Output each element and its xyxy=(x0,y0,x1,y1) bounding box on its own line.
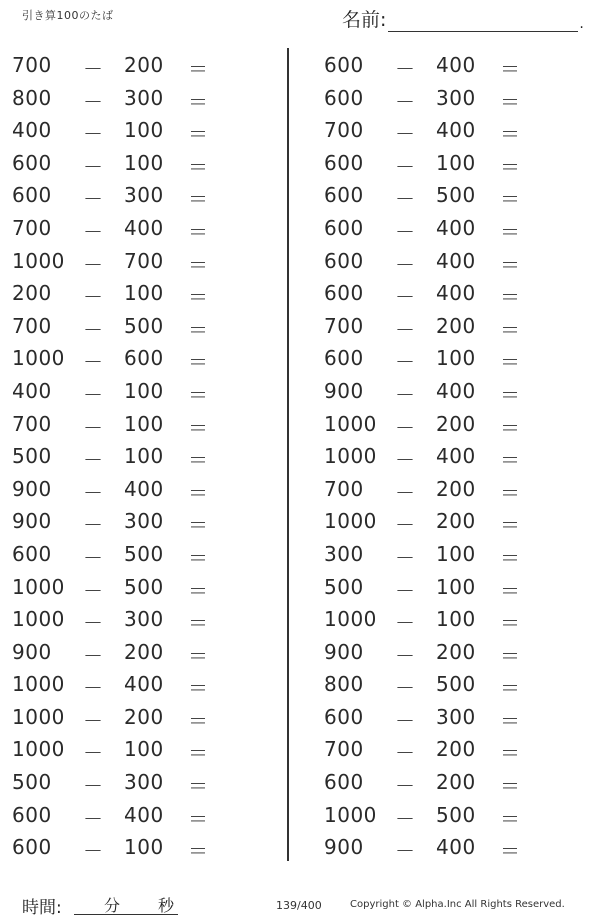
minuend: 1000 xyxy=(12,704,65,729)
equals-sign: ＝ xyxy=(500,350,521,375)
equals-sign: ＝ xyxy=(188,513,209,538)
minuend: 1000 xyxy=(324,802,377,827)
minuend: 700 xyxy=(12,411,52,436)
problem-row xyxy=(322,373,600,406)
minus-sign: － xyxy=(395,774,416,799)
minus-sign: － xyxy=(83,350,104,375)
problem-row xyxy=(322,536,600,569)
minuend: 800 xyxy=(324,672,364,697)
problem-row xyxy=(322,666,600,699)
minus-sign: － xyxy=(395,382,416,407)
minus-sign: － xyxy=(395,89,416,114)
copyright-text: Copyright © Alpha.Inc All Rights Reserved. xyxy=(350,899,565,910)
minuend: 900 xyxy=(12,639,52,664)
equals-sign: ＝ xyxy=(500,513,521,538)
minuend: 500 xyxy=(12,770,52,795)
minus-sign: － xyxy=(395,122,416,147)
subtrahend: 100 xyxy=(124,118,164,143)
minuend: 700 xyxy=(12,215,52,240)
subtrahend: 100 xyxy=(436,541,476,566)
problem-row xyxy=(10,177,290,210)
minus-sign: － xyxy=(83,806,104,831)
minus-sign: － xyxy=(395,611,416,636)
equals-sign: ＝ xyxy=(188,545,209,570)
subtrahend: 100 xyxy=(436,346,476,371)
subtrahend: 700 xyxy=(124,248,164,273)
minuend: 500 xyxy=(324,574,364,599)
minuend: 900 xyxy=(324,378,364,403)
problem-row xyxy=(10,340,290,373)
problem-row xyxy=(10,601,290,634)
equals-sign: ＝ xyxy=(500,611,521,636)
subtrahend: 500 xyxy=(436,802,476,827)
equals-sign: ＝ xyxy=(500,676,521,701)
equals-sign: ＝ xyxy=(500,382,521,407)
minuend: 1000 xyxy=(12,737,65,762)
equals-sign: ＝ xyxy=(188,89,209,114)
subtrahend: 400 xyxy=(436,444,476,469)
equals-sign: ＝ xyxy=(188,285,209,310)
minuend: 900 xyxy=(324,639,364,664)
minuend: 600 xyxy=(12,150,52,175)
minus-sign: － xyxy=(83,611,104,636)
subtrahend: 400 xyxy=(436,248,476,273)
problem-row xyxy=(322,177,600,210)
minus-sign: － xyxy=(395,57,416,81)
minus-sign: － xyxy=(395,839,416,864)
equals-sign: ＝ xyxy=(500,578,521,603)
minuend: 300 xyxy=(324,541,364,566)
equals-sign: ＝ xyxy=(500,545,521,570)
problem-row xyxy=(322,47,600,80)
problem-row xyxy=(10,438,290,471)
minuend: 600 xyxy=(12,802,52,827)
problem-row xyxy=(10,764,290,797)
minus-sign: － xyxy=(395,350,416,375)
minus-sign: － xyxy=(83,57,104,81)
time-label: 時間: xyxy=(22,898,62,918)
minus-sign: － xyxy=(395,154,416,179)
column-divider xyxy=(287,48,289,861)
minus-sign: － xyxy=(83,122,104,147)
minuend: 600 xyxy=(12,183,52,208)
minus-sign: － xyxy=(395,806,416,831)
minus-sign: － xyxy=(83,708,104,733)
equals-sign: ＝ xyxy=(500,219,521,244)
subtrahend: 400 xyxy=(436,835,476,860)
equals-sign: ＝ xyxy=(500,741,521,766)
equals-sign: ＝ xyxy=(188,317,209,342)
subtrahend: 600 xyxy=(124,346,164,371)
subtrahend: 500 xyxy=(436,672,476,697)
minuend: 900 xyxy=(324,835,364,860)
problem-row xyxy=(10,471,290,504)
left-problem-column xyxy=(10,47,290,862)
minus-sign: － xyxy=(83,578,104,603)
problem-row xyxy=(322,797,600,830)
minuend: 600 xyxy=(324,248,364,273)
minuend: 1000 xyxy=(12,574,65,599)
minus-sign: － xyxy=(395,480,416,505)
equals-sign: ＝ xyxy=(500,154,521,179)
equals-sign: ＝ xyxy=(188,350,209,375)
problem-row xyxy=(10,210,290,243)
problem-row xyxy=(322,308,600,341)
subtrahend: 100 xyxy=(124,411,164,436)
minus-sign: － xyxy=(395,252,416,277)
minus-sign: － xyxy=(395,513,416,538)
seconds-label: 秒 xyxy=(158,896,175,915)
subtrahend: 300 xyxy=(124,183,164,208)
equals-sign: ＝ xyxy=(500,480,521,505)
equals-sign: ＝ xyxy=(500,317,521,342)
equals-sign: ＝ xyxy=(500,708,521,733)
problem-row xyxy=(322,471,600,504)
equals-sign: ＝ xyxy=(188,806,209,831)
subtrahend: 200 xyxy=(436,639,476,664)
time-field[interactable] xyxy=(74,893,178,915)
minuend: 600 xyxy=(324,183,364,208)
subtrahend: 400 xyxy=(436,281,476,306)
minus-sign: － xyxy=(395,676,416,701)
name-dot: . xyxy=(579,16,584,32)
subtrahend: 400 xyxy=(124,476,164,501)
problem-row xyxy=(322,731,600,764)
problem-row xyxy=(10,275,290,308)
subtrahend: 100 xyxy=(124,737,164,762)
problem-row xyxy=(10,829,290,862)
problem-row xyxy=(322,503,600,536)
equals-sign: ＝ xyxy=(188,154,209,179)
problem-row xyxy=(322,145,600,178)
equals-sign: ＝ xyxy=(188,219,209,244)
equals-sign: ＝ xyxy=(500,252,521,277)
minuend: 600 xyxy=(324,346,364,371)
minuend: 700 xyxy=(324,118,364,143)
minuend: 400 xyxy=(12,118,52,143)
equals-sign: ＝ xyxy=(188,415,209,440)
equals-sign: ＝ xyxy=(188,122,209,147)
minus-sign: － xyxy=(83,545,104,570)
minuend: 700 xyxy=(12,53,52,77)
minus-sign: － xyxy=(83,676,104,701)
problem-row xyxy=(10,308,290,341)
subtrahend: 100 xyxy=(436,574,476,599)
subtrahend: 100 xyxy=(124,444,164,469)
minus-sign: － xyxy=(395,545,416,570)
minuend: 1000 xyxy=(12,346,65,371)
problem-row xyxy=(10,406,290,439)
subtrahend: 500 xyxy=(124,313,164,338)
minuend: 800 xyxy=(12,85,52,110)
minuend: 1000 xyxy=(12,672,65,697)
subtrahend: 200 xyxy=(436,737,476,762)
problem-row xyxy=(10,47,290,80)
minus-sign: － xyxy=(395,643,416,668)
minus-sign: － xyxy=(395,708,416,733)
problem-row xyxy=(10,731,290,764)
equals-sign: ＝ xyxy=(188,578,209,603)
subtrahend: 200 xyxy=(436,476,476,501)
subtrahend: 100 xyxy=(436,607,476,632)
subtrahend: 200 xyxy=(124,704,164,729)
equals-sign: ＝ xyxy=(500,285,521,310)
problem-row xyxy=(10,666,290,699)
subtrahend: 500 xyxy=(124,541,164,566)
subtrahend: 400 xyxy=(436,118,476,143)
minuend: 1000 xyxy=(324,509,377,534)
equals-sign: ＝ xyxy=(188,643,209,668)
minuend: 700 xyxy=(12,313,52,338)
minus-sign: － xyxy=(395,285,416,310)
minuend: 1000 xyxy=(12,248,65,273)
problem-row xyxy=(10,243,290,276)
problem-row xyxy=(322,764,600,797)
problem-row xyxy=(10,699,290,732)
subtrahend: 400 xyxy=(436,378,476,403)
equals-sign: ＝ xyxy=(188,480,209,505)
name-field xyxy=(342,5,584,32)
minuend: 500 xyxy=(12,444,52,469)
subtrahend: 300 xyxy=(124,509,164,534)
subtrahend: 400 xyxy=(436,215,476,240)
minuend: 400 xyxy=(12,378,52,403)
subtrahend: 200 xyxy=(436,509,476,534)
subtrahend: 200 xyxy=(436,411,476,436)
minus-sign: － xyxy=(83,154,104,179)
minuend: 700 xyxy=(324,737,364,762)
equals-sign: ＝ xyxy=(500,643,521,668)
equals-sign: ＝ xyxy=(500,806,521,831)
equals-sign: ＝ xyxy=(500,122,521,147)
equals-sign: ＝ xyxy=(500,448,521,473)
equals-sign: ＝ xyxy=(500,415,521,440)
minuend: 200 xyxy=(12,281,52,306)
subtrahend: 300 xyxy=(124,770,164,795)
equals-sign: ＝ xyxy=(188,774,209,799)
problem-row xyxy=(10,80,290,113)
minus-sign: － xyxy=(83,448,104,473)
minuend: 600 xyxy=(12,835,52,860)
equals-sign: ＝ xyxy=(500,57,521,81)
problem-row xyxy=(10,112,290,145)
worksheet-title: 引き算100のたば xyxy=(22,9,114,22)
subtrahend: 300 xyxy=(124,85,164,110)
name-blank[interactable] xyxy=(388,11,578,32)
subtrahend: 100 xyxy=(124,281,164,306)
equals-sign: ＝ xyxy=(500,187,521,212)
subtrahend: 500 xyxy=(436,183,476,208)
subtrahend: 100 xyxy=(124,378,164,403)
minus-sign: － xyxy=(395,448,416,473)
problem-row xyxy=(322,601,600,634)
subtrahend: 300 xyxy=(436,85,476,110)
problem-row xyxy=(322,438,600,471)
minus-sign: － xyxy=(395,741,416,766)
problem-row xyxy=(322,80,600,113)
minuend: 1000 xyxy=(12,607,65,632)
minus-sign: － xyxy=(395,187,416,212)
minuend: 600 xyxy=(324,704,364,729)
subtrahend: 100 xyxy=(124,150,164,175)
problem-row xyxy=(10,797,290,830)
equals-sign: ＝ xyxy=(188,57,209,81)
minuend: 900 xyxy=(12,476,52,501)
problem-row xyxy=(322,569,600,602)
equals-sign: ＝ xyxy=(188,448,209,473)
problem-row xyxy=(322,634,600,667)
minus-sign: － xyxy=(83,480,104,505)
minuend: 600 xyxy=(324,53,364,77)
problem-row xyxy=(10,145,290,178)
minuend: 600 xyxy=(324,85,364,110)
minus-sign: － xyxy=(83,741,104,766)
minuend: 1000 xyxy=(324,607,377,632)
minus-sign: － xyxy=(395,317,416,342)
subtrahend: 100 xyxy=(436,150,476,175)
minuend: 600 xyxy=(12,541,52,566)
equals-sign: ＝ xyxy=(188,839,209,864)
minus-sign: － xyxy=(83,382,104,407)
equals-sign: ＝ xyxy=(500,774,521,799)
minuend: 900 xyxy=(12,509,52,534)
minuend: 700 xyxy=(324,476,364,501)
problem-row xyxy=(10,536,290,569)
minuend: 600 xyxy=(324,215,364,240)
minuend: 1000 xyxy=(324,411,377,436)
minuend: 600 xyxy=(324,150,364,175)
right-problem-column xyxy=(322,47,600,862)
problem-row xyxy=(322,699,600,732)
subtrahend: 300 xyxy=(124,607,164,632)
minus-sign: － xyxy=(83,285,104,310)
problem-row xyxy=(322,210,600,243)
minuend: 600 xyxy=(324,770,364,795)
subtrahend: 100 xyxy=(124,835,164,860)
subtrahend: 400 xyxy=(124,215,164,240)
equals-sign: ＝ xyxy=(500,839,521,864)
subtrahend: 500 xyxy=(124,574,164,599)
problem-row xyxy=(322,406,600,439)
minus-sign: － xyxy=(83,89,104,114)
minus-sign: － xyxy=(83,513,104,538)
minus-sign: － xyxy=(83,219,104,244)
equals-sign: ＝ xyxy=(188,611,209,636)
minus-sign: － xyxy=(83,643,104,668)
problem-row xyxy=(322,243,600,276)
minutes-label: 分 xyxy=(104,896,121,915)
equals-sign: ＝ xyxy=(188,252,209,277)
problem-row xyxy=(10,569,290,602)
minus-sign: － xyxy=(395,219,416,244)
subtrahend: 200 xyxy=(436,770,476,795)
subtrahend: 300 xyxy=(436,704,476,729)
problem-row xyxy=(322,275,600,308)
equals-sign: ＝ xyxy=(188,741,209,766)
problem-row xyxy=(322,340,600,373)
problem-row xyxy=(10,373,290,406)
equals-sign: ＝ xyxy=(188,708,209,733)
minus-sign: － xyxy=(395,415,416,440)
equals-sign: ＝ xyxy=(188,187,209,212)
minus-sign: － xyxy=(395,578,416,603)
subtrahend: 200 xyxy=(124,53,164,77)
equals-sign: ＝ xyxy=(500,89,521,114)
name-label: 名前: xyxy=(342,9,387,31)
minus-sign: － xyxy=(83,252,104,277)
subtrahend: 200 xyxy=(436,313,476,338)
subtrahend: 400 xyxy=(124,672,164,697)
minus-sign: － xyxy=(83,839,104,864)
footer xyxy=(0,893,600,918)
minuend: 600 xyxy=(324,281,364,306)
minuend: 1000 xyxy=(324,444,377,469)
minus-sign: － xyxy=(83,317,104,342)
minus-sign: － xyxy=(83,774,104,799)
page-number: 139/400 xyxy=(276,899,322,912)
subtrahend: 200 xyxy=(124,639,164,664)
problem-row xyxy=(10,503,290,536)
problem-row xyxy=(10,634,290,667)
minus-sign: － xyxy=(83,415,104,440)
problem-row xyxy=(322,112,600,145)
subtrahend: 400 xyxy=(124,802,164,827)
subtrahend: 400 xyxy=(436,53,476,77)
minuend: 700 xyxy=(324,313,364,338)
minus-sign: － xyxy=(83,187,104,212)
equals-sign: ＝ xyxy=(188,676,209,701)
problem-row xyxy=(322,829,600,862)
equals-sign: ＝ xyxy=(188,382,209,407)
